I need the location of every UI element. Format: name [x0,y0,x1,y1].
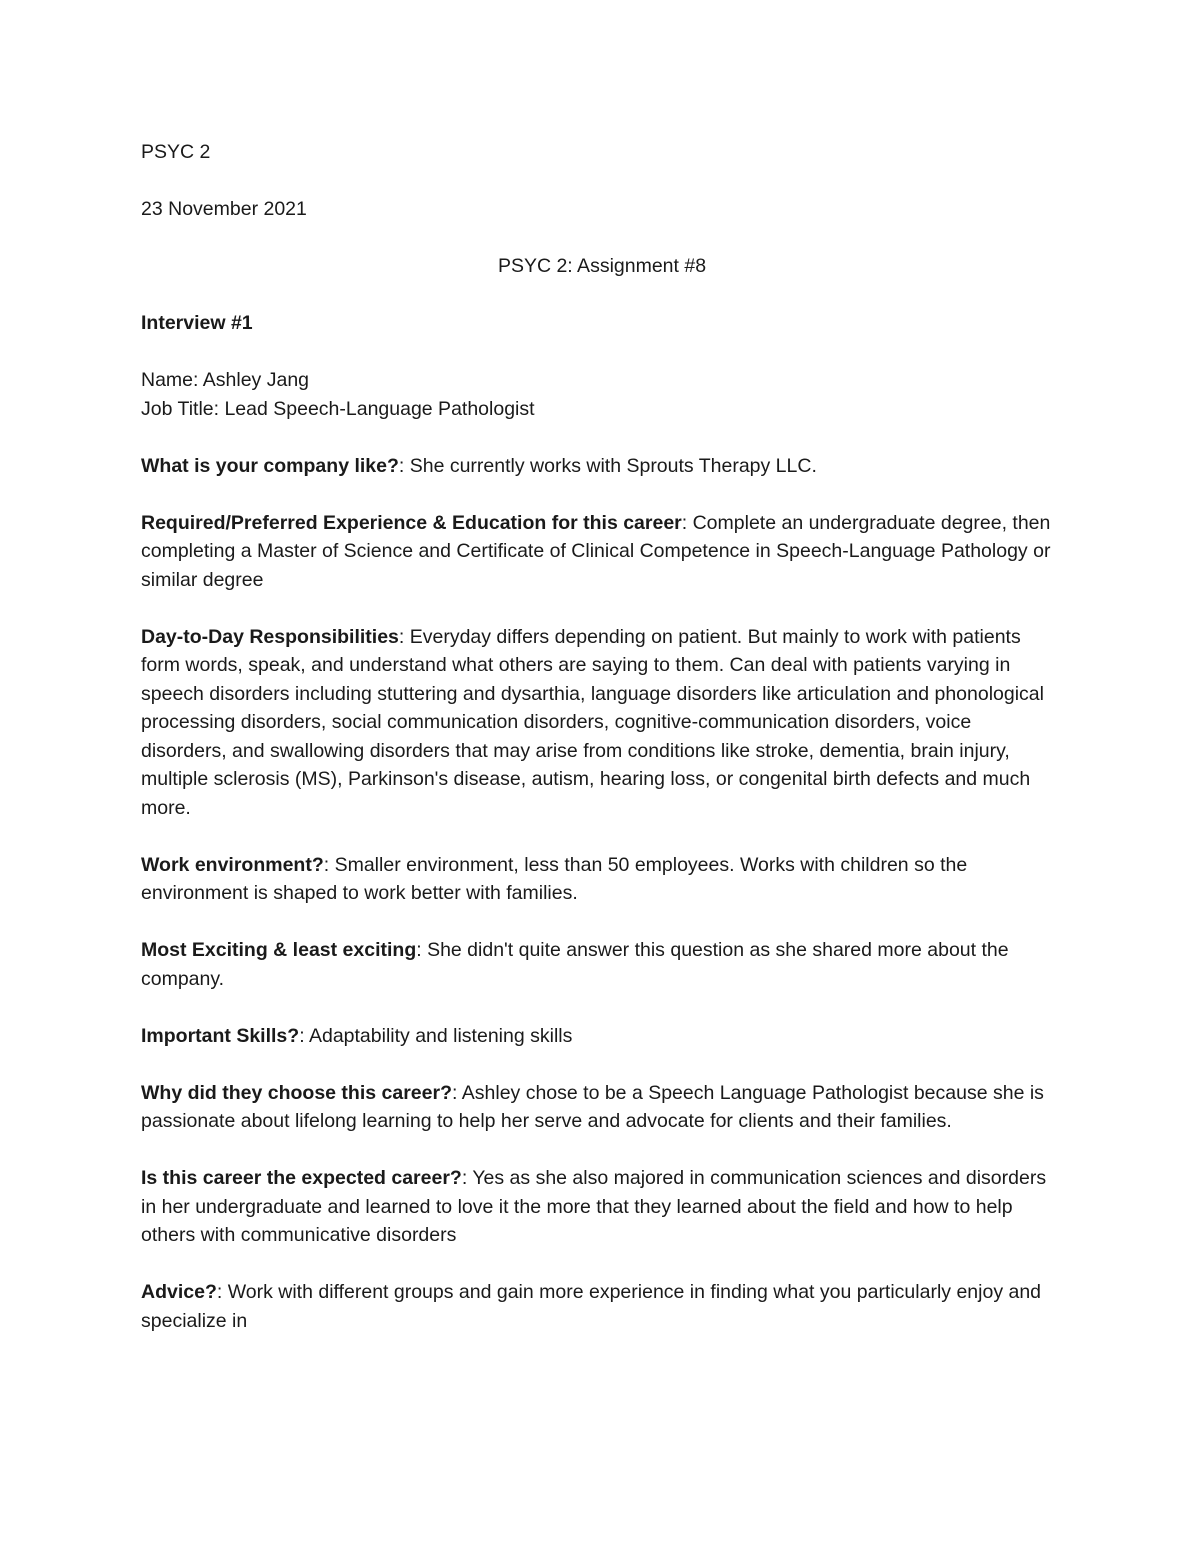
course-name: PSYC 2 [141,141,211,163]
spacer [141,480,1061,509]
spacer [141,224,1061,253]
spacer [141,1136,1061,1165]
section-work-environment [141,851,1061,908]
section-advice [141,1278,1061,1335]
section-text: : She currently works with Sprouts Therapy LLC. [398,454,817,477]
section-label: Work environment? [141,853,324,876]
section-company [141,452,1061,481]
section-label: Why did they choose this career? [141,1081,452,1104]
section-text: : Smaller environment, less than 50 employees. Works with children so the environment is shaped to work better with families. [141,853,968,904]
section-text: : Work with different groups and gain more experience in finding what you particularly enjoy and specialize in [141,1281,1042,1332]
document-title: PSYC 2: Assignment #8 [497,255,707,277]
section-most-least-exciting [141,936,1061,993]
section-expected-career [141,1164,1061,1250]
section-why-career [141,1079,1061,1136]
spacer [141,167,1061,196]
spacer [141,594,1061,623]
section-text: : Everyday differs depending on patient. But mainly to work with patients form words, speak, and understand what others are saying to them. Can deal with patients varying in speech disorders including stuttering and dysarthia, language disorders like articulation and phonological processing disorders, social communication disorders, cognitive-communication disorders, voice disorders, and swallowing disorders that may arise from conditions like stroke, dementia, brain injury, multiple sclerosis (MS), Parkinson's disease, autism, hearing loss, or congenital birth defects and much more. [141,625,1044,819]
spacer [141,822,1061,851]
section-text: : Yes as she also majored in communication sciences and disorders in her undergraduate and learned to love it the more that they learned about the field and how to help others with communicative disorders [141,1167,1047,1246]
section-responsibilities [141,623,1061,823]
section-label: Required/Preferred Experience & Education for this career [141,511,682,534]
interview-heading: Interview #1 [141,312,253,334]
section-text: : Adaptability and listening skills [299,1024,573,1047]
document-page [141,138,1061,1335]
section-important-skills [141,1022,1061,1051]
spacer [141,281,1061,310]
section-label: Important Skills? [141,1024,300,1047]
section-text: : Ashley chose to be a Speech Language Pathologist because she is passionate about lifelong learning to help her serve and advocate for clients and their families. [141,1081,1044,1132]
section-label: Is this career the expected career? [141,1167,462,1189]
document-date: 23 November 2021 [141,198,307,220]
spacer [141,423,1061,452]
section-label: What is your company like? [141,454,399,477]
section-text: : She didn't quite answer this question as she shared more about the company. [141,939,1009,990]
section-label: Day-to-Day Responsibilities [141,625,399,648]
spacer [141,908,1061,937]
section-experience-education [141,509,1061,595]
interviewee-job-title: Job Title: Lead Speech-Language Pathologist [141,397,535,420]
section-text: : Complete an undergraduate degree, then completing a Master of Science and Certificate of Clinical Competence in Speech-Language Pathology or similar degree [141,511,1051,591]
spacer [141,993,1061,1022]
interviewee-name: Name: Ashley Jang [141,369,310,391]
spacer [141,1250,1061,1279]
section-label: Most Exciting & least exciting [141,939,417,961]
spacer [141,338,1061,367]
section-label: Advice? [141,1281,217,1303]
spacer [141,1050,1061,1079]
